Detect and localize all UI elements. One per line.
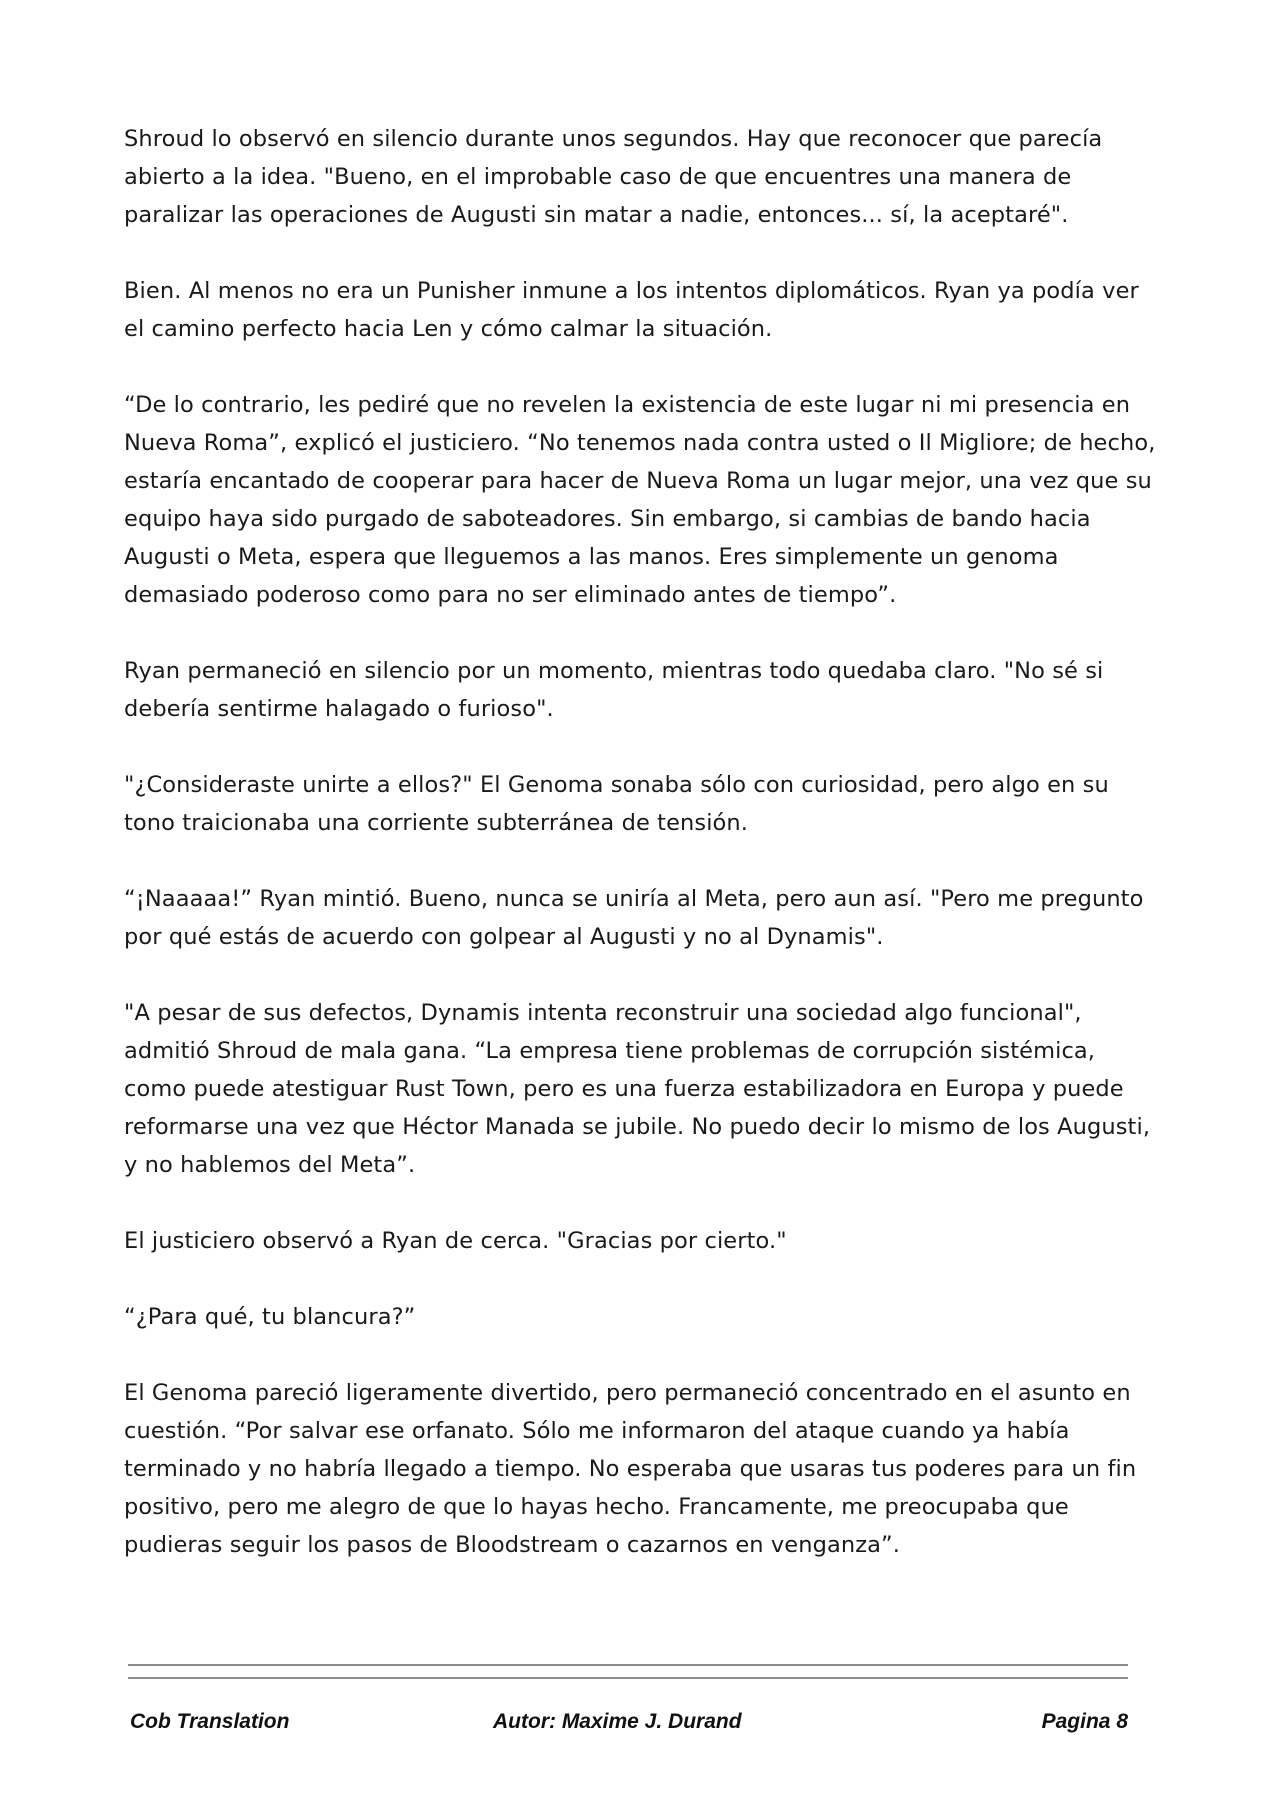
paragraph: Bien. Al menos no era un Punisher inmune a los intentos diplomáticos. Ryan ya podía ver el camino perfecto hacia Len y cómo calmar la situación.	[124, 278, 1139, 342]
paragraph: “¡Naaaaa!” Ryan mintió. Bueno, nunca se uniría al Meta, pero aun así. "Pero me pregunto por qué estás de acuerdo con golpear al Augusti y no al Dynamis".	[124, 886, 1144, 950]
page-body	[124, 120, 1164, 1602]
footer-rule-bottom	[128, 1677, 1128, 1679]
paragraph: El Genoma pareció ligeramente divertido, pero permaneció concentrado en el asunto en cuestión. “Por salvar ese orfanato. Sólo me informaron del ataque cuando ya había terminado y no habría llegado a tiempo. No esperaba que usaras tus poderes para un fin positivo, pero me alegro de que lo hayas hecho. Francamente, me preocupaba que pudieras seguir los pasos de Bloodstream o cazarnos en venganza”.	[124, 1380, 1137, 1558]
paragraph: El justiciero observó a Ryan de cerca. "Gracias por cierto."	[124, 1228, 787, 1254]
footer-translator: Cob Translation	[130, 1710, 290, 1733]
footer-author: Autor: Maxime J. Durand	[493, 1710, 742, 1733]
paragraph: "¿Consideraste unirte a ellos?" El Genoma sonaba sólo con curiosidad, pero algo en su tono traicionaba una corriente subterránea de tensión.	[124, 772, 1109, 836]
paragraph: “De lo contrario, les pediré que no revelen la existencia de este lugar ni mi presencia en Nueva Roma”, explicó el justiciero. “No tenemos nada contra usted o Il Migliore; de hecho, estaría encantado de cooperar para hacer de Nueva Roma un lugar mejor, una vez que su equipo haya sido purgado de saboteadores. Sin embargo, si cambias de bando hacia Augusti o Meta, espera que lleguemos a las manos. Eres simplemente un genoma demasiado poderoso como para no ser eliminado antes de tiempo”.	[124, 392, 1156, 608]
paragraph: Shroud lo observó en silencio durante unos segundos. Hay que reconocer que parecía abierto a la idea. "Bueno, en el improbable caso de que encuentres una manera de paralizar las operaciones de Augusti sin matar a nadie, entonces... sí, la aceptaré".	[124, 126, 1103, 228]
footer-divider	[128, 1664, 1128, 1679]
paragraph: Ryan permaneció en silencio por un momento, mientras todo quedaba claro. "No sé si debería sentirme halagado o furioso".	[124, 658, 1104, 722]
footer-page-number: Pagina 8	[1041, 1710, 1128, 1733]
paragraph: “¿Para qué, tu blancura?”	[124, 1304, 416, 1330]
page-footer	[128, 1710, 1128, 1740]
paragraph: "A pesar de sus defectos, Dynamis intenta reconstruir una sociedad algo funcional", admitió Shroud de mala gana. “La empresa tiene problemas de corrupción sistémica, como puede atestiguar Rust Town, pero es una fuerza estabilizadora en Europa y puede reformarse una vez que Héctor Manada se jubile. No puedo decir lo mismo de los Augusti, y no hablemos del Meta”.	[124, 1000, 1151, 1178]
footer-rule-top	[128, 1664, 1128, 1666]
